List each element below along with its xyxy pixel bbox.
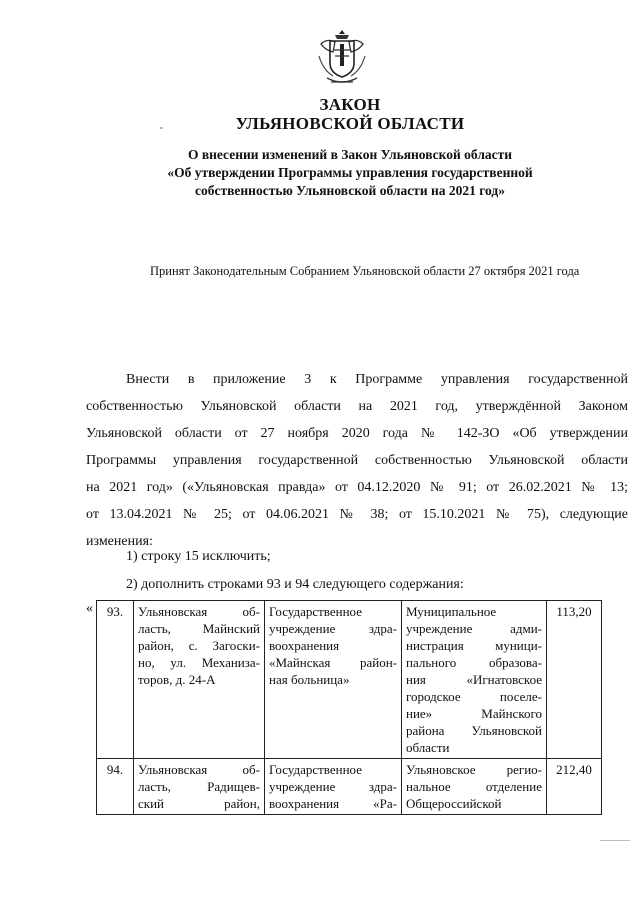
property-table [96,600,602,815]
scan-artifact [600,840,630,841]
row-number: 94. [97,759,134,815]
cell-line: Общероссийской [406,796,502,811]
paragraph-line: изменения: [86,534,153,549]
cell-line: ласть, Радищев- [138,779,260,794]
law-subtitle [130,146,570,200]
adoption-note: Принят Законодательным Собранием Ульяновской области 27 октября 2021 года [150,264,580,278]
cell-line: области [406,740,450,755]
cell-line: «Майнская район- [269,655,397,670]
cell-line: нальное отделение [406,779,542,794]
cell-line: нистрация муници- [406,638,542,653]
open-quote: « [86,601,93,616]
address-cell [134,601,265,759]
subtitle-line: О внесении изменений в Закон Ульяновской области [187,147,513,162]
cell-line: учреждение адми- [406,621,542,636]
recipient-cell [402,759,547,815]
row-number: 93. [97,601,134,759]
holder-cell [265,601,402,759]
subtitle-line: «Об утверждении Программы управления государственной [167,165,533,180]
paragraph-line: Программы управления государственной собственностью Ульяновской области [86,453,628,468]
law-heading: ЗАКОН [319,95,381,114]
paragraph-line: от 13.04.2021 № 25; от 04.06.2021 № 38; от 15.10.2021 № 75), следующие [86,507,628,522]
list-item: 2) дополнить строками 93 и 94 следующего содержания: [126,577,464,592]
recipient-cell [402,601,547,759]
region-heading: УЛЬЯНОВСКОЙ ОБЛАСТИ [235,114,465,133]
cell-line: Ульяновское регио- [406,762,542,777]
cell-line: ние» Майнского [406,706,542,721]
value-cell: 113,20 [547,601,602,759]
list-item: 1) строку 15 исключить; [126,549,271,564]
table-row [97,759,602,815]
cell-line: Ульяновская об- [138,604,260,619]
cell-line: ласть, Майнский [138,621,260,636]
table-row [97,601,602,759]
cell-line: воохранения «Ра- [269,796,397,811]
main-paragraph [86,366,628,555]
cell-line: ния «Игнатовское [406,672,542,687]
cell-line: городское поселе- [406,689,542,704]
subtitle-line: собственностью Ульяновской области на 2021 год» [195,183,505,198]
cell-line: ная больница» [269,672,350,687]
cell-line: пального образова- [406,655,542,670]
cell-line: Муниципальное [406,604,497,619]
cell-line: учреждение здра- [269,779,397,794]
paragraph-line: собственностью Ульяновской области на 2021 год, утверждённой Законом [86,399,628,414]
cell-line: ский район, [138,796,260,811]
value-cell: 212,40 [547,759,602,815]
paragraph-line: Ульяновской области от 27 ноября 2020 года № 142-ЗО «Об утверждении [86,426,628,441]
paragraph-line: на 2021 год» («Ульяновская правда» от 04.12.2020 № 91; от 26.02.2021 № 13; [86,480,628,495]
cell-line: Государственное [269,762,362,777]
cell-line: воохранения [269,638,340,653]
coat-of-arms-icon [313,26,371,88]
cell-line: Ульяновская об- [138,762,260,777]
cell-line: но, ул. Механиза- [138,655,260,670]
cell-line: учреждение здра- [269,621,397,636]
cell-line: торов, д. 24-А [138,672,216,687]
cell-line: района Ульяновской [406,723,542,738]
paragraph-line: Внести в приложение 3 к Программе управления государственной [126,372,628,387]
cell-line: Государственное [269,604,362,619]
scan-artifact [160,127,163,129]
cell-line: район, с. Загоски- [138,638,260,653]
holder-cell [265,759,402,815]
address-cell [134,759,265,815]
